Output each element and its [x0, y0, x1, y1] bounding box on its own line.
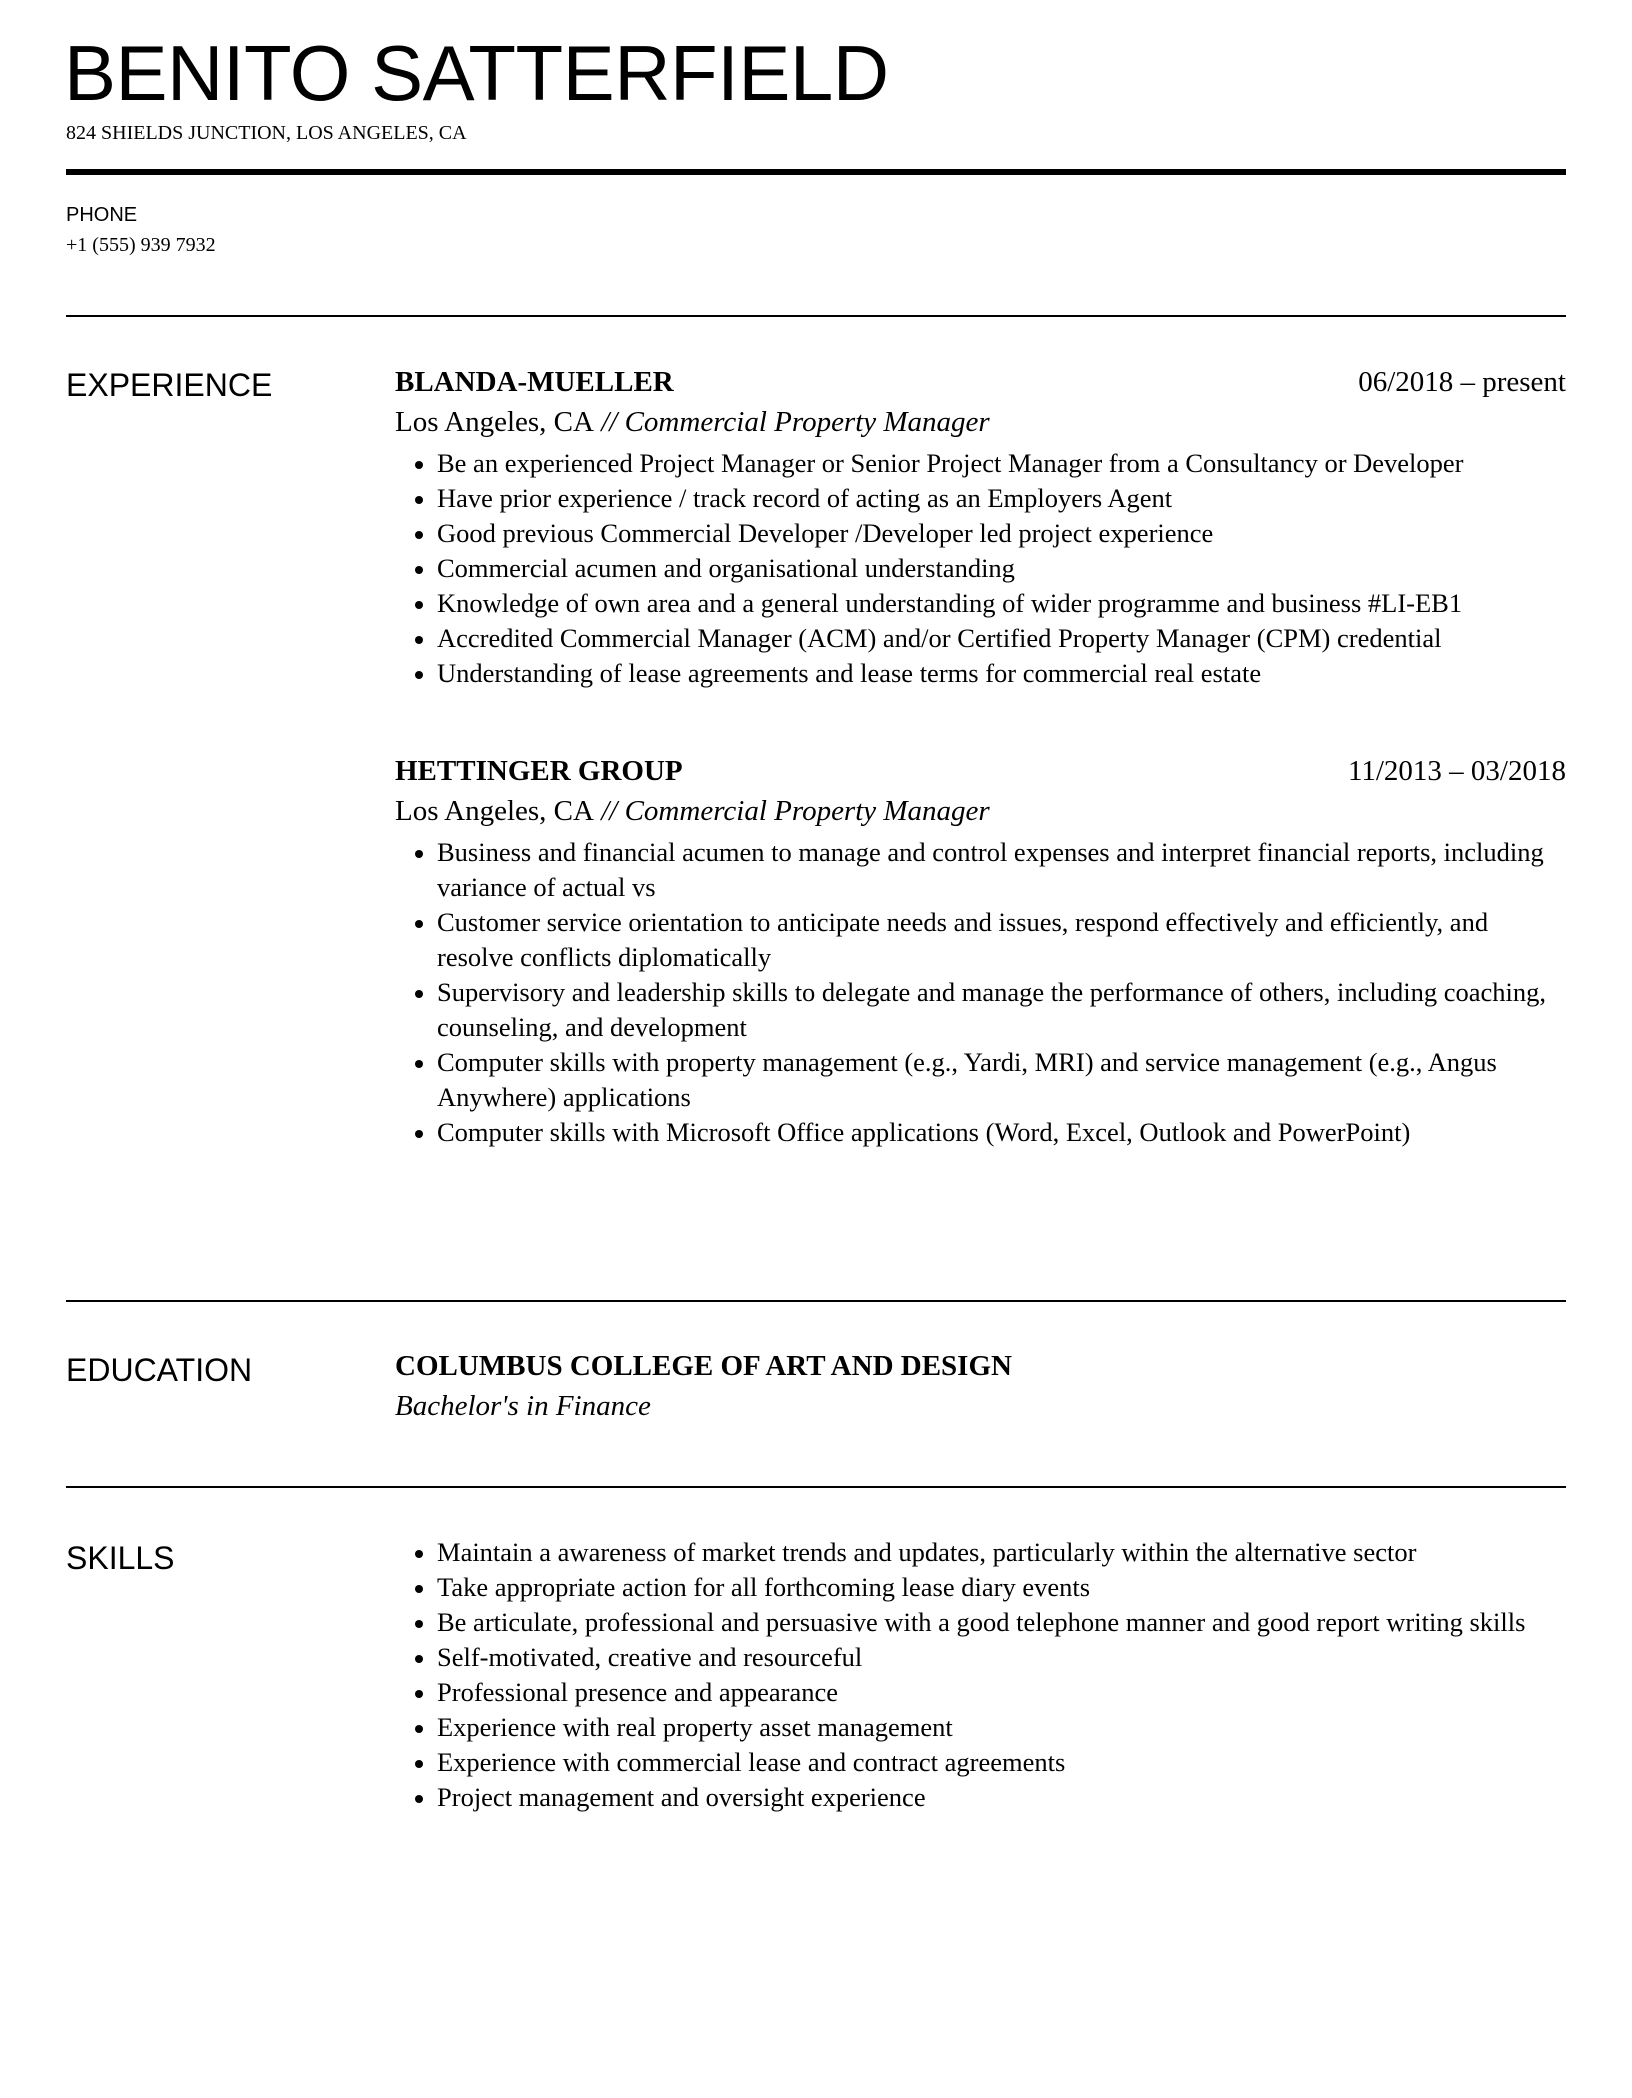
job-title: Commercial Property Manager — [624, 406, 990, 438]
list-item: Knowledge of own area and a general understanding of wider programme and business #LI-EB1 — [395, 586, 1566, 621]
job-subline — [395, 791, 1566, 831]
job-dates: 11/2013 – 03/2018 — [1347, 755, 1566, 787]
skills-column — [395, 1535, 1566, 1815]
list-item: Computer skills with property management (e.g., Yardi, MRI) and service management (e.g., Angus Anywhere) applications — [395, 1045, 1566, 1115]
skills-list — [395, 1535, 1566, 1815]
job-separator: // — [593, 795, 625, 827]
job-separator: // — [593, 406, 625, 438]
experience-column — [395, 362, 1566, 1150]
list-item: Good previous Commercial Developer /Developer led project experience — [395, 516, 1566, 551]
list-item: Understanding of lease agreements and lease terms for commercial real estate — [395, 656, 1566, 691]
education-school: COLUMBUS COLLEGE OF ART AND DESIGN — [395, 1350, 1012, 1382]
job-location: Los Angeles, CA — [395, 406, 594, 438]
job-entry — [395, 751, 1566, 1150]
list-item: Project management and oversight experience — [395, 1780, 1566, 1815]
list-item: Business and financial acumen to manage and control expenses and interpret financial reports, including variance of actual vs — [395, 835, 1566, 905]
list-item: Supervisory and leadership skills to delegate and manage the performance of others, including coaching, counseling, and development — [395, 975, 1566, 1045]
education-heading: EDUCATION — [66, 1352, 253, 1388]
list-item: Professional presence and appearance — [395, 1675, 1566, 1710]
job-bullets — [395, 446, 1566, 691]
job-header — [395, 362, 1566, 402]
list-item: Be articulate, professional and persuasive with a good telephone manner and good report writing skills — [395, 1605, 1566, 1640]
list-item: Commercial acumen and organisational understanding — [395, 551, 1566, 586]
phone-value: +1 (555) 939 7932 — [66, 234, 216, 256]
education-degree: Bachelor's in Finance — [395, 1390, 651, 1422]
list-item: Have prior experience / track record of acting as an Employers Agent — [395, 481, 1566, 516]
list-item: Experience with commercial lease and contract agreements — [395, 1745, 1566, 1780]
job-title: Commercial Property Manager — [624, 795, 990, 827]
job-bullets — [395, 835, 1566, 1150]
list-item: Take appropriate action for all forthcoming lease diary events — [395, 1570, 1566, 1605]
list-item: Accredited Commercial Manager (ACM) and/or Certified Property Manager (CPM) credential — [395, 621, 1566, 656]
contact-divider — [66, 315, 1566, 317]
job-location: Los Angeles, CA — [395, 795, 594, 827]
job-dates: 06/2018 – present — [1358, 366, 1566, 398]
skills-heading: SKILLS — [66, 1540, 175, 1576]
job-company: HETTINGER GROUP — [395, 755, 683, 787]
list-item: Experience with real property asset management — [395, 1710, 1566, 1745]
experience-divider — [66, 1300, 1566, 1302]
list-item: Maintain a awareness of market trends and updates, particularly within the alternative sector — [395, 1535, 1566, 1570]
list-item: Customer service orientation to anticipate needs and issues, respond effectively and efficiently, and resolve conflicts diplomatically — [395, 905, 1566, 975]
list-item: Be an experienced Project Manager or Senior Project Manager from a Consultancy or Developer — [395, 446, 1566, 481]
candidate-name: BENITO SATTERFIELD — [64, 29, 889, 117]
job-subline — [395, 402, 1566, 442]
candidate-address: 824 SHIELDS JUNCTION, LOS ANGELES, CA — [66, 122, 467, 144]
job-company: BLANDA-MUELLER — [395, 366, 674, 398]
list-item: Self-motivated, creative and resourceful — [395, 1640, 1566, 1675]
experience-heading: EXPERIENCE — [66, 367, 273, 403]
header-divider — [66, 169, 1566, 175]
education-column — [395, 1346, 1566, 1426]
job-entry — [395, 362, 1566, 691]
list-item: Computer skills with Microsoft Office applications (Word, Excel, Outlook and PowerPoint) — [395, 1115, 1566, 1150]
job-header — [395, 751, 1566, 791]
phone-label: PHONE — [66, 204, 138, 226]
education-divider — [66, 1486, 1566, 1488]
